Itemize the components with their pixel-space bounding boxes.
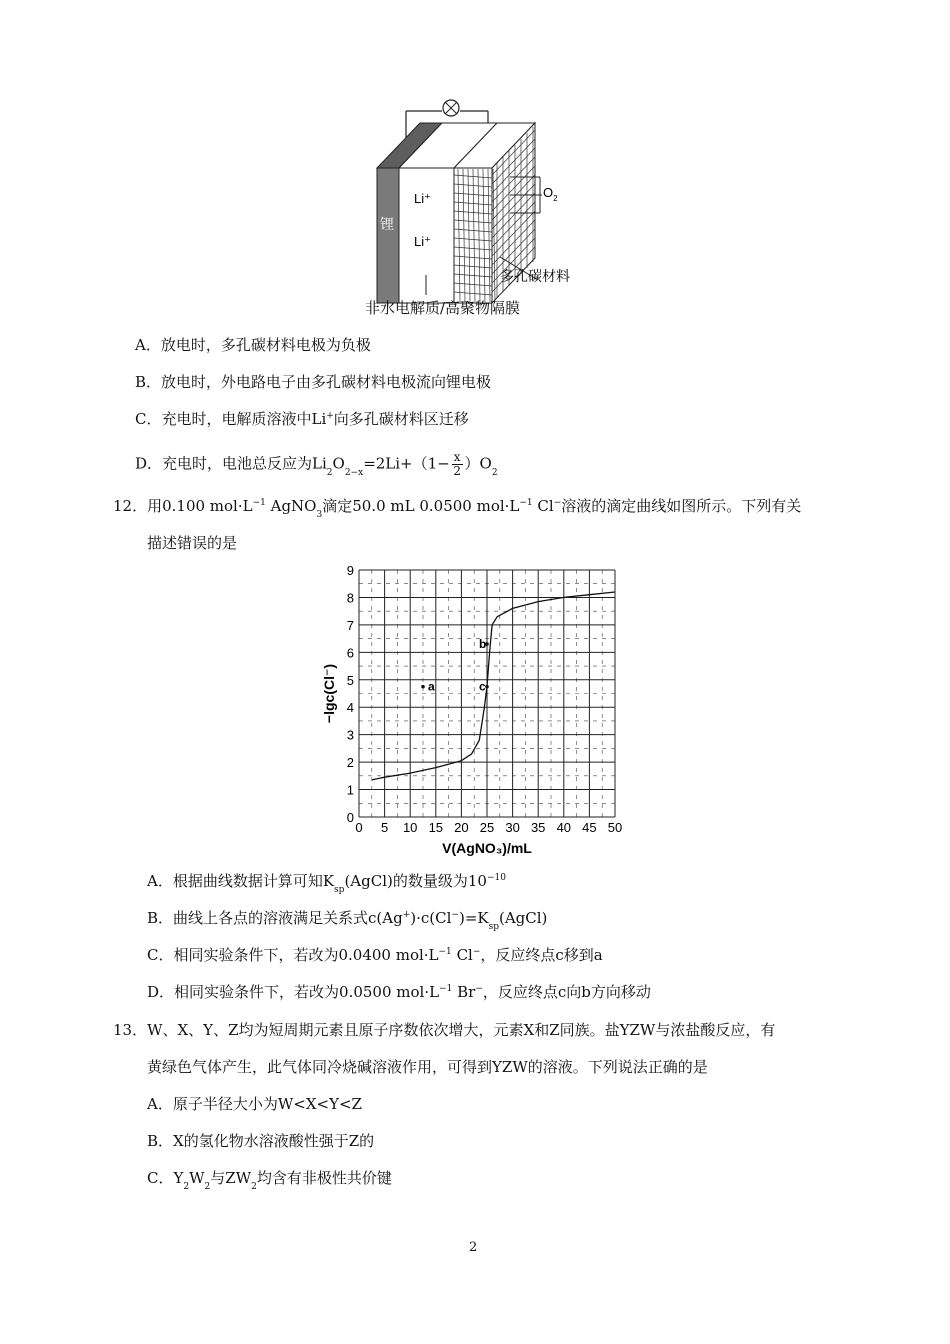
x-tick-label: 45 [582,820,597,835]
point-a [421,685,425,689]
y-tick-label: 0 [346,810,354,825]
titration-curve [372,592,615,780]
lithium-electrode [377,168,399,303]
page-number: 2 [469,1240,478,1255]
point-label-a: a [428,679,435,694]
porous-carbon-label: 多孔碳材料 [500,268,570,284]
y-axis-label: −lgc(Cl⁻) [321,663,337,724]
membrane-label: 非水电解质/高聚物隔膜 [365,299,521,317]
q12-option-c: C．相同实验条件下，若改为0.0400 $mol\cdot L^{-1}$ Cl−，反应终点c移到a [147,946,603,964]
point-label-b: b [479,637,487,652]
y-tick-label: 8 [346,590,354,606]
q11-option-b: B．放电时，外电路电子由多孔碳材料电极流向锂电极 [135,373,492,391]
q12-stem: 12．用0.100 $mol\cdot L^{-1}$ AgNO$_3$滴定50.0 mL 0.0500 $mol\cdot L^{-1}$ Cl−溶液的滴定曲线如图所示。下列有关 [113,497,802,520]
q11-option-c: C．充电时，电解质溶液中Li+向多孔碳材料区迁移 [135,410,469,428]
x-tick-label: 50 [607,820,623,835]
q13-option-b: B．X的氢化物水溶液酸性强于Z的 [147,1132,375,1150]
q12-option-a: A．根据曲线数据计算可知$K_{sp}(AgCl)$的数量级为$10^{-10}$ [147,872,506,895]
li-ion-label-2: Li⁺ [414,234,431,249]
titration-chart [320,560,630,860]
x-tick-label: 20 [454,820,469,835]
li-ion-label-1: Li⁺ [414,191,431,206]
q12-stem-line2: 描述错误的是 [147,534,238,552]
q13-stem-line1: 13．W、X、Y、Z均为短周期元素且原子序数依次增大，元素X和Z同族。盐YZW与浓盐酸反应，有 [113,1021,776,1039]
x-axis-label: V(AgNO₃)/mL [442,840,532,856]
y-tick-label: 9 [346,563,354,578]
y-tick-label: 1 [346,782,354,798]
x-tick-label: 40 [556,820,572,835]
x-tick-label: 5 [380,820,389,835]
q13-option-c: C．$Y_2W_2$与$ZW_2$均含有非极性共价键 [147,1169,392,1192]
lithium-label: 锂 [380,216,394,232]
x-tick-label: 30 [505,820,520,835]
battery-diagram [360,95,620,325]
y-tick-label: 6 [346,645,354,661]
x-tick-label: 10 [402,820,418,835]
x-tick-label: 25 [479,820,495,835]
x-tick-label: 15 [428,820,444,835]
y-tick-label: 3 [346,727,354,743]
q12-option-b: B．曲线上各点的溶液满足关系式$c(Ag^+)\cdot c(Cl^-)=K_{sp}(AgCl)$ [147,909,548,932]
y-tick-label: 5 [346,672,354,688]
y-tick-label: 4 [346,700,354,716]
q11-option-d: D．充电时，电池总反应为$Li_2O_{2-x}=2Li+(1-$ $\frac{x}{2}$ ）$O_2$ [135,450,498,478]
y-tick-label: 7 [346,617,354,633]
o2-label: $O_2$ [543,185,558,203]
q12-option-d: D．相同实验条件下，若改为0.0500 $mol\cdot L^{-1}$ Br−，反应终点c向b方向移动 [147,983,651,1001]
x-tick-label: 35 [530,820,546,835]
x-tick-label: 0 [355,820,363,835]
y-tick-label: 2 [346,755,354,771]
q13-stem-line2: 黄绿色气体产生，此气体同冷烧碱溶液作用，可得到YZW的溶液。下列说法正确的是 [147,1058,708,1076]
q11-option-a: A．放电时，多孔碳材料电极为负极 [135,336,371,354]
q13-option-a: A．原子半径大小为W<X<Y<Z [147,1095,362,1113]
point-label-c: c [479,679,486,694]
point-c [485,685,489,689]
